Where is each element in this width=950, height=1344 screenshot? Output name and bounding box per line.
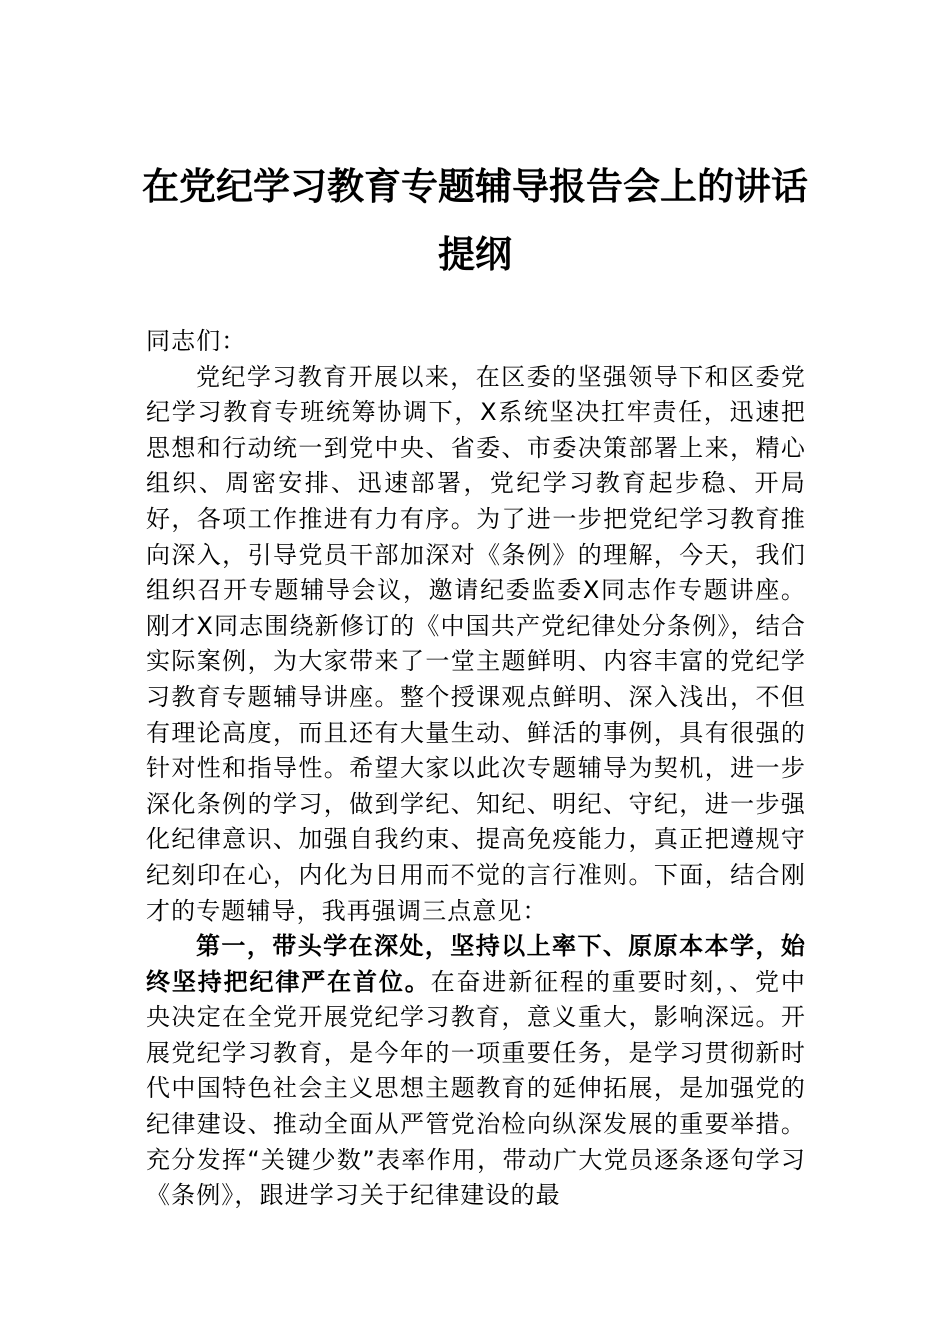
- document-body: [146, 324, 806, 1214]
- first-point-heading: 第一，带头学在深处，坚持以上率下、原原本本学，始终坚持把纪律严在首位。: [146, 932, 806, 996]
- first-point-body: 在奋进新征程的重要时刻，、党中央决定在全党开展党纪学习教育，意义重大，影响深远。开展党纪学习教育，是今年的一项重要任务，是学习贯彻新时代中国特色社会主义思想主题教育的延伸拓展，是加强党的纪律建设、推动全面从严管党治检向纵深发展的重要举措。充分发挥“关键少数”表率作用，带动广大党员逐条逐句学习《条例》，跟进学习关于纪律建设的最: [146, 967, 806, 1210]
- paragraph-first-point: [146, 929, 806, 1214]
- document-title-line-2: 提纲: [438, 232, 512, 276]
- salutation: 同志们：: [146, 327, 247, 355]
- paragraph-intro: 党纪学习教育开展以来，在区委的坚强领导下和区委党纪学习教育专班统筹协调下，X系统坚决扛牢责任，迅速把思想和行动统一到党中央、省委、市委决策部署上来，精心组织、周密安排、迅速部署，党纪学习教育起步稳、开局好，各项工作推进有力有序。为了进一步把党纪学习教育推向深入，引导党员干部加深对《条例》的理解，今天，我们组织召开专题辅导会议，邀请纪委监委X同志作专题讲座。刚才X同志围绕新修订的《中国共产党纪律处分条例》，结合实际案例，为大家带来了一堂主题鲜明、内容丰富的党纪学习教育专题辅导讲座。整个授课观点鲜明、深入浅出，不但有理论高度，而且还有大量生动、鲜活的事例，具有很强的针对性和指导性。希望大家以此次专题辅导为契机，进一步深化条例的学习，做到学纪、知纪、明纪、守纪，进一步强化纪律意识、加强自我约束、提高免疫能力，真正把遵规守纪刻印在心，内化为日用而不觉的言行准则。下面，结合刚才的专题辅导，我再强调三点意见：: [146, 362, 806, 925]
- document-title-line-1: 在党纪学习教育专题辅导报告会上的讲话: [142, 164, 808, 208]
